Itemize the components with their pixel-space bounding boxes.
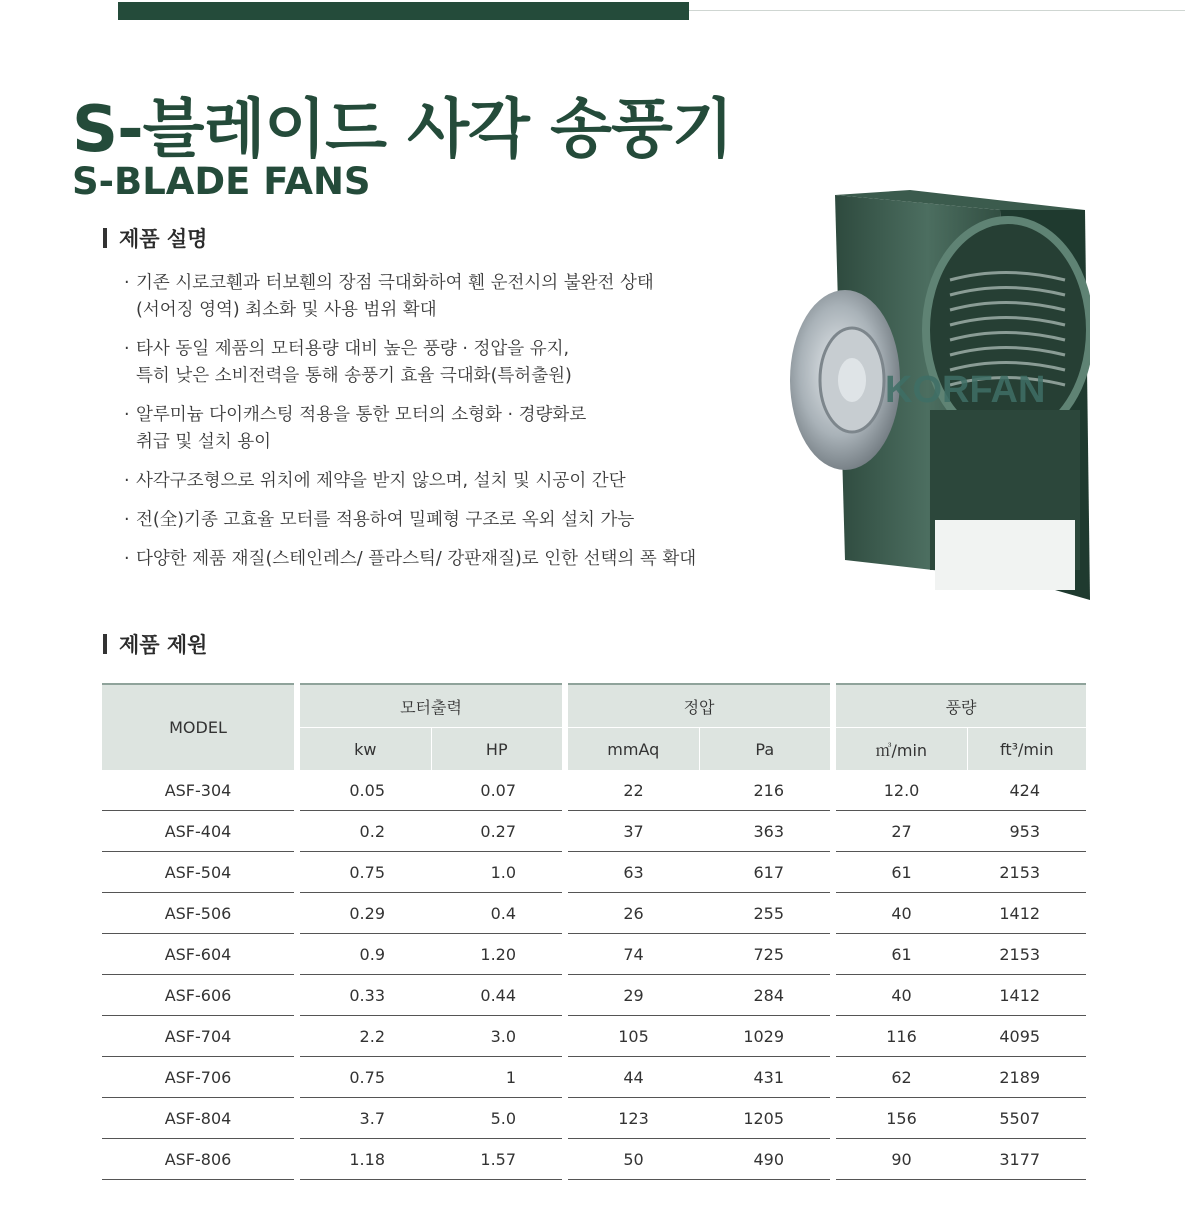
description-line: 전(全)기종 고효율 모터를 적용하여 밀폐형 구조로 옥외 설치 가능 — [136, 510, 635, 530]
model-cell: ASF-506 — [102, 893, 294, 934]
group-header-airflow: 풍량 — [836, 684, 1086, 728]
value-cell: 44 — [568, 1057, 699, 1098]
value-cell: 424 — [967, 770, 1086, 811]
spec-table — [102, 683, 1086, 1180]
value-cell: 22 — [568, 770, 699, 811]
description-line: (서어징 영역) 최소화 및 사용 범위 확대 — [136, 300, 437, 320]
table-row — [102, 1098, 1086, 1139]
value-cell: 29 — [568, 975, 699, 1016]
value-cell: 1.0 — [431, 852, 562, 893]
unit-header: ft³/min — [967, 728, 1086, 771]
value-cell: 5.0 — [431, 1098, 562, 1139]
model-cell: ASF-704 — [102, 1016, 294, 1057]
section-marker-icon — [103, 228, 107, 248]
table-row — [102, 975, 1086, 1016]
value-cell: 0.75 — [300, 852, 431, 893]
unit-header: ㎥/min — [836, 728, 967, 771]
value-cell: 0.9 — [300, 934, 431, 975]
value-cell: 216 — [699, 770, 830, 811]
value-cell: 2189 — [967, 1057, 1086, 1098]
description-line: 알루미늄 다이캐스팅 적용을 통한 모터의 소형화 · 경량화로 — [136, 405, 587, 425]
description-item — [124, 402, 764, 456]
model-cell: ASF-504 — [102, 852, 294, 893]
model-cell: ASF-706 — [102, 1057, 294, 1098]
value-cell: 61 — [836, 934, 967, 975]
unit-header: kw — [300, 728, 431, 771]
page-subtitle: S-BLADE FANS — [72, 160, 371, 203]
value-cell: 50 — [568, 1139, 699, 1180]
value-cell: 63 — [568, 852, 699, 893]
value-cell: 3177 — [967, 1139, 1086, 1180]
header-bar — [118, 2, 689, 20]
value-cell: 0.05 — [300, 770, 431, 811]
model-header: MODEL — [102, 684, 294, 770]
group-header-pressure: 정압 — [568, 684, 830, 728]
value-cell: 0.2 — [300, 811, 431, 852]
description-item — [124, 468, 764, 495]
description-line: 기존 시로코휀과 터보휀의 장점 극대화하여 휀 운전시의 불완전 상태 — [136, 273, 654, 293]
unit-header: Pa — [699, 728, 830, 771]
value-cell: 255 — [699, 893, 830, 934]
value-cell: 617 — [699, 852, 830, 893]
value-cell: 1.18 — [300, 1139, 431, 1180]
value-cell: 1205 — [699, 1098, 830, 1139]
bullet-icon: · — [124, 549, 130, 569]
bullet-icon: · — [124, 510, 130, 530]
value-cell: 90 — [836, 1139, 967, 1180]
description-line: 타사 동일 제품의 모터용량 대비 높은 풍량 · 정압을 유지, — [136, 339, 570, 359]
value-cell: 1412 — [967, 893, 1086, 934]
value-cell: 4095 — [967, 1016, 1086, 1057]
table-row — [102, 893, 1086, 934]
table-header-row — [102, 684, 1086, 728]
value-cell: 2153 — [967, 934, 1086, 975]
value-cell: 490 — [699, 1139, 830, 1180]
section-marker-icon — [103, 634, 107, 654]
description-item — [124, 336, 764, 390]
table-row — [102, 1057, 1086, 1098]
value-cell: 0.27 — [431, 811, 562, 852]
section-heading-spec — [103, 629, 207, 659]
model-cell: ASF-806 — [102, 1139, 294, 1180]
value-cell: 1412 — [967, 975, 1086, 1016]
value-cell: 0.4 — [431, 893, 562, 934]
value-cell: 0.44 — [431, 975, 562, 1016]
spec-table-body — [102, 770, 1086, 1180]
value-cell: 1.57 — [431, 1139, 562, 1180]
value-cell: 123 — [568, 1098, 699, 1139]
header-line — [689, 10, 1185, 11]
section-heading-text: 제품 설명 — [119, 227, 208, 251]
description-line: 사각구조형으로 위치에 제약을 받지 않으며, 설치 및 시공이 간단 — [136, 471, 626, 491]
table-row — [102, 1016, 1086, 1057]
value-cell: 26 — [568, 893, 699, 934]
value-cell: 1 — [431, 1057, 562, 1098]
bullet-icon: · — [124, 273, 130, 293]
value-cell: 284 — [699, 975, 830, 1016]
section-heading-description — [103, 223, 207, 253]
value-cell: 3.0 — [431, 1016, 562, 1057]
unit-header: HP — [431, 728, 562, 771]
value-cell: 0.33 — [300, 975, 431, 1016]
fan-product-image — [790, 180, 1090, 625]
description-item — [124, 270, 764, 324]
value-cell: 0.75 — [300, 1057, 431, 1098]
table-row — [102, 1139, 1086, 1180]
value-cell: 37 — [568, 811, 699, 852]
unit-header: mmAq — [568, 728, 699, 771]
description-item — [124, 546, 764, 573]
table-row — [102, 852, 1086, 893]
description-line: 다양한 제품 재질(스테인레스/ 플라스틱/ 강판재질)로 인한 선택의 폭 확대 — [136, 549, 697, 569]
bullet-icon: · — [124, 405, 130, 425]
value-cell: 363 — [699, 811, 830, 852]
table-row — [102, 934, 1086, 975]
description-line: 특히 낮은 소비전력을 통해 송풍기 효율 극대화(특허출원) — [136, 366, 572, 386]
model-cell: ASF-606 — [102, 975, 294, 1016]
value-cell: 953 — [967, 811, 1086, 852]
value-cell: 74 — [568, 934, 699, 975]
value-cell: 116 — [836, 1016, 967, 1057]
value-cell: 40 — [836, 893, 967, 934]
model-cell: ASF-804 — [102, 1098, 294, 1139]
value-cell: 40 — [836, 975, 967, 1016]
model-cell: ASF-404 — [102, 811, 294, 852]
value-cell: 5507 — [967, 1098, 1086, 1139]
watermark-text: KORFAN — [885, 369, 1046, 411]
value-cell: 1.20 — [431, 934, 562, 975]
group-header-motor: 모터출력 — [300, 684, 562, 728]
section-heading-text: 제품 제원 — [119, 633, 208, 657]
value-cell: 62 — [836, 1057, 967, 1098]
value-cell: 61 — [836, 852, 967, 893]
value-cell: 2153 — [967, 852, 1086, 893]
description-item — [124, 507, 764, 534]
value-cell: 431 — [699, 1057, 830, 1098]
page-title: S-블레이드 사각 송풍기 — [72, 93, 733, 167]
value-cell: 0.29 — [300, 893, 431, 934]
value-cell: 1029 — [699, 1016, 830, 1057]
value-cell: 2.2 — [300, 1016, 431, 1057]
value-cell: 3.7 — [300, 1098, 431, 1139]
description-list — [124, 270, 764, 585]
value-cell: 156 — [836, 1098, 967, 1139]
description-line: 취급 및 설치 용이 — [136, 432, 272, 452]
value-cell: 12.0 — [836, 770, 967, 811]
value-cell: 0.07 — [431, 770, 562, 811]
value-cell: 725 — [699, 934, 830, 975]
value-cell: 105 — [568, 1016, 699, 1057]
model-cell: ASF-304 — [102, 770, 294, 811]
bullet-icon: · — [124, 471, 130, 491]
model-cell: ASF-604 — [102, 934, 294, 975]
table-row — [102, 770, 1086, 811]
table-row — [102, 811, 1086, 852]
bullet-icon: · — [124, 339, 130, 359]
value-cell: 27 — [836, 811, 967, 852]
